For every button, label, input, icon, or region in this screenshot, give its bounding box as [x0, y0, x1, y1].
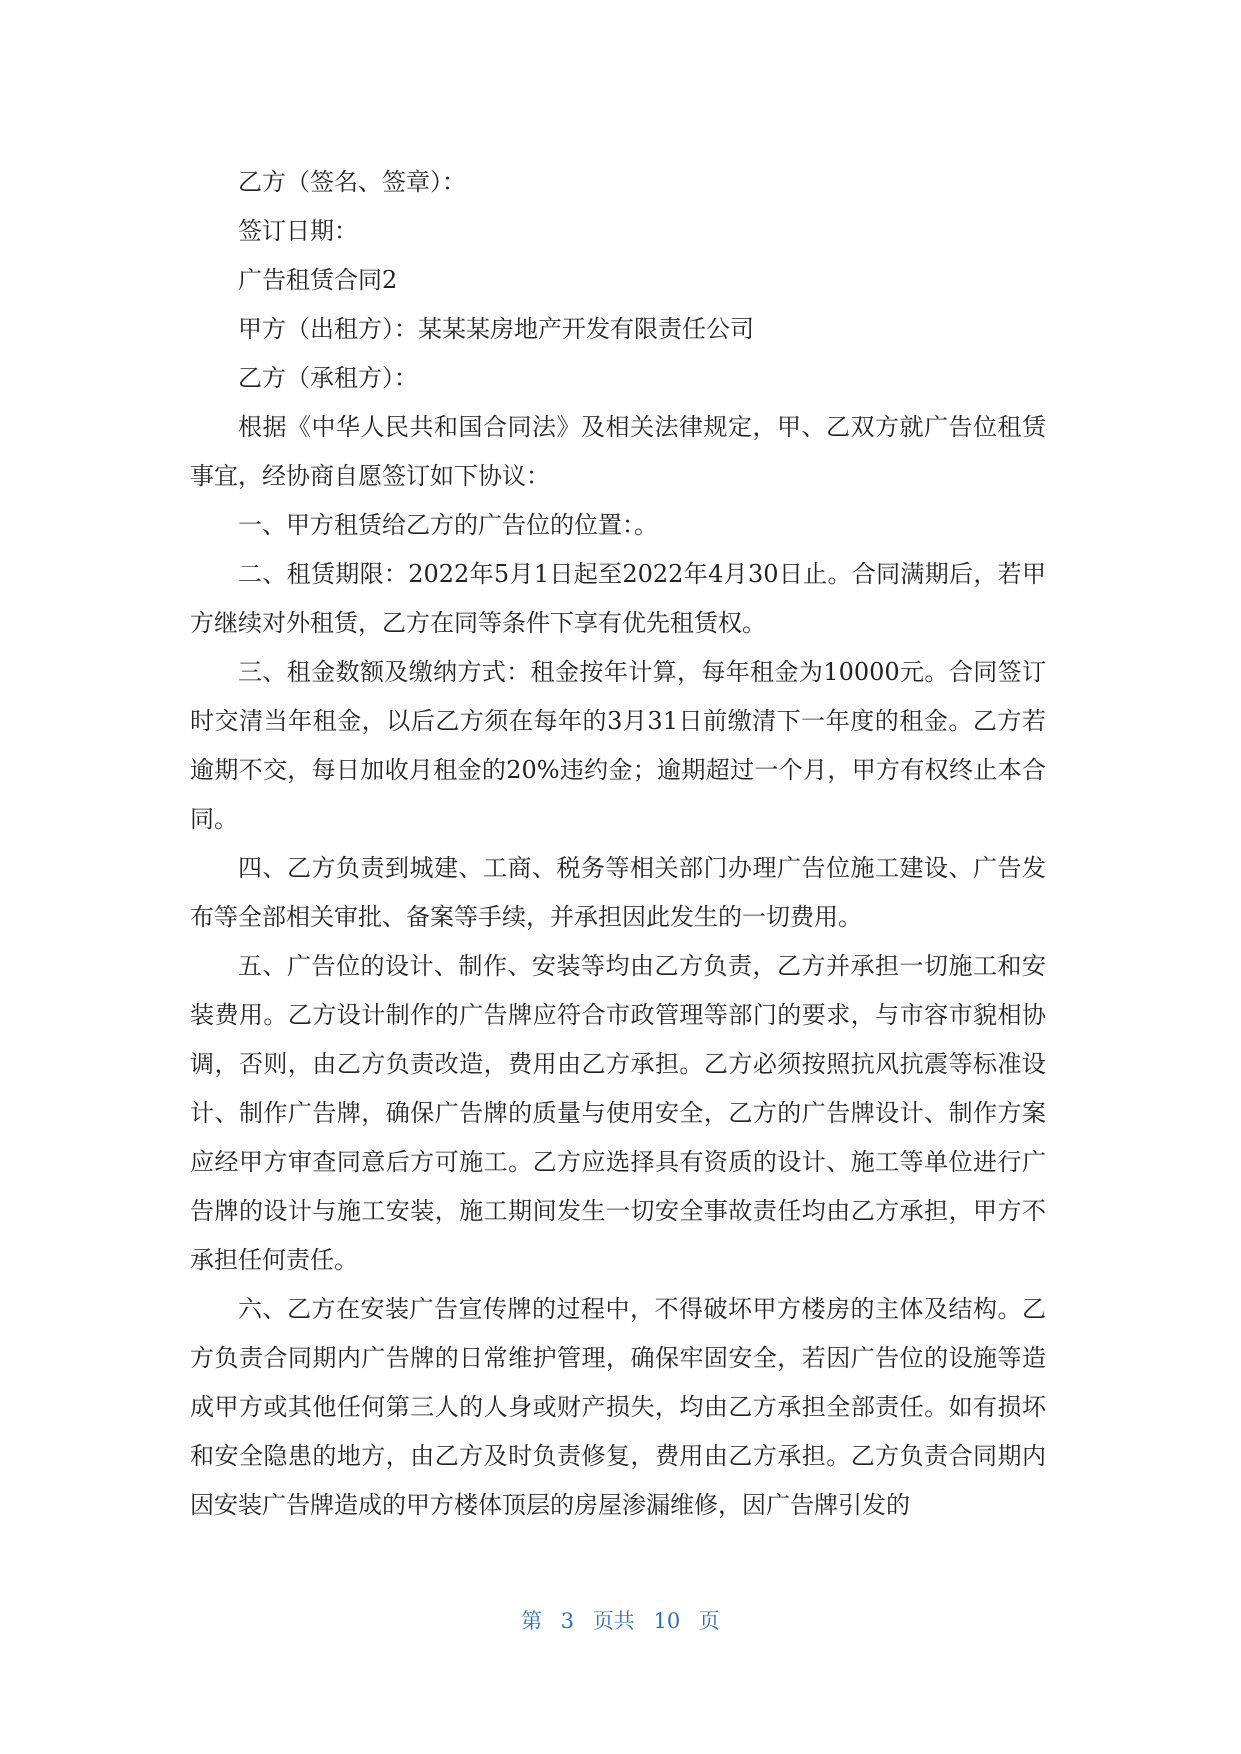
clause-5: 五、广告位的设计、制作、安装等均由乙方负责，乙方并承担一切施工和安装费用。乙方设计制作的广告牌应符合市政管理等部门的要求，与市容市貌相协调，否则，由乙方负责改造，费用由乙方承担。乙方必须按照抗风抗震等标准设计、制作广告牌，确保广告牌的质量与使用安全，乙方的广告牌设计、制作方案应经甲方审查同意后方可施工。乙方应选择具有资质的设计、施工等单位进行广告牌的设计与施工安装，施工期间发生一切安全事故责任均由乙方承担，甲方不承担任何责任。: [190, 952, 1046, 1274]
footer-total-pages: 10: [653, 1609, 681, 1633]
page-footer: [0, 1605, 1241, 1635]
clause-6: 六、乙方在安装广告宣传牌的过程中，不得破坏甲方楼房的主体及结构。乙方负责合同期内广告牌的日常维护管理，确保牢固安全，若因广告位的设施等造成甲方或其他任何第三人的人身或财产损失，均由乙方承担全部责任。如有损坏和安全隐患的地方，由乙方及时负责修复，费用由乙方承担。乙方负责合同期内因安装广告牌造成的甲方楼体顶层的房屋渗漏维修，因广告牌引发的: [190, 1295, 1046, 1519]
footer-prefix: 第: [521, 1609, 543, 1633]
footer-middle: 页共: [592, 1609, 635, 1633]
footer-current-page: 3: [560, 1609, 575, 1633]
party-b-line: 乙方（承租方）：: [238, 364, 418, 392]
contract-title: 广告租赁合同2: [238, 266, 398, 294]
clause-2: 二、租赁期限：2022年5月1日起至2022年4月30日止。合同满期后，若甲方继续对外租赁，乙方在同等条件下享有优先租赁权。: [190, 560, 1046, 637]
clause-3: 三、租金数额及缴纳方式：租金按年计算，每年租金为10000元。合同签订时交清当年租金，以后乙方须在每年的3月31日前缴清下一年度的租金。乙方若逾期不交，每日加收月租金的20%违约金；逾期超过一个月，甲方有权终止本合同。: [190, 658, 1046, 833]
signing-date-line: 签订日期：: [238, 217, 358, 245]
footer-suffix: 页: [698, 1609, 720, 1633]
document-body: [190, 158, 1046, 1530]
party-a-line: 甲方（出租方）：某某某房地产开发有限责任公司: [238, 315, 754, 343]
clause-1: 一、甲方租赁给乙方的广告位的位置：。: [238, 511, 658, 539]
clause-4: 四、乙方负责到城建、工商、税务等相关部门办理广告位施工建设、广告发布等全部相关审批、备案等手续，并承担因此发生的一切费用。: [190, 854, 1046, 931]
signature-line-party-b: 乙方（签名、签章）：: [238, 168, 466, 196]
preamble-paragraph: 根据《中华人民共和国合同法》及相关法律规定，甲、乙双方就广告位租赁事宜，经协商自愿签订如下协议：: [190, 413, 1046, 490]
